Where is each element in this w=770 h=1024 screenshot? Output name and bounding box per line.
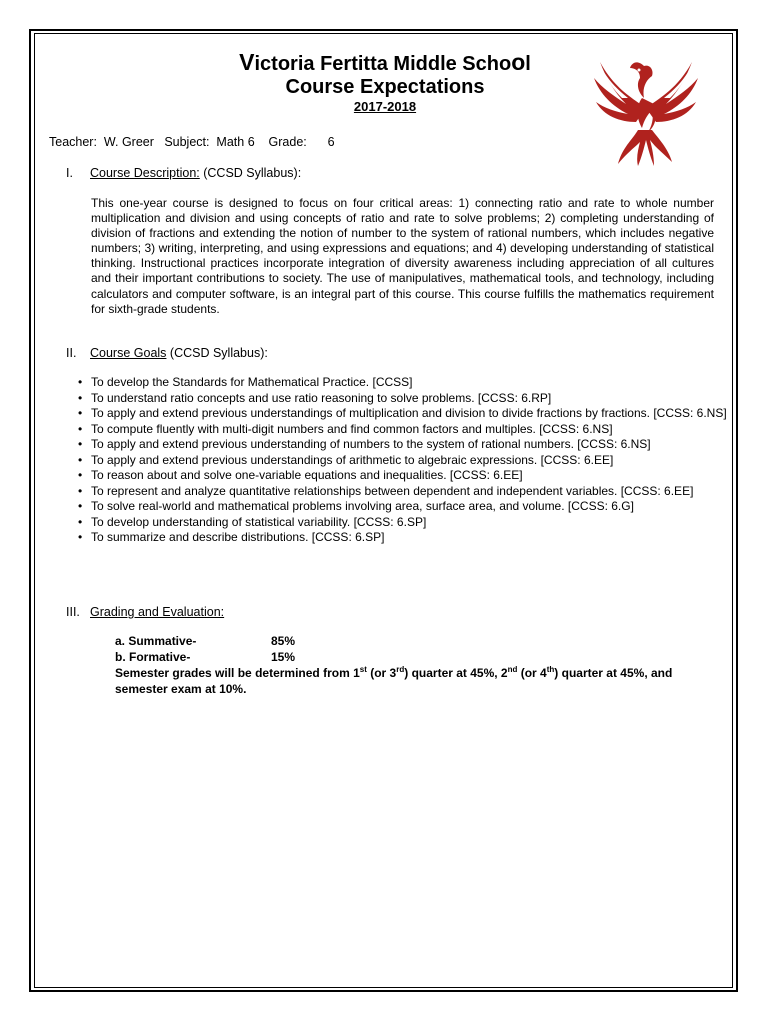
list-item: • To solve real-world and mathematical problems involving area, surface area, and volume. [CCSS: 6.G] — [78, 499, 728, 515]
phoenix-icon — [592, 48, 700, 166]
list-item: • To apply and extend previous understandings of multiplication and division to divide fractions by fractions. [CCSS: 6.NS] — [78, 406, 728, 422]
section-course-goals-heading: II. Course Goals (CCSD Syllabus): — [66, 346, 268, 360]
list-item: • To summarize and describe distributions. [CCSS: 6.SP] — [78, 530, 728, 546]
list-item: • To reason about and solve one-variable equations and inequalities. [CCSS: 6.EE] — [78, 468, 728, 484]
school-year: 2017-2018 — [353, 99, 417, 114]
list-item: • To apply and extend previous understanding of numbers to the system of rational numbers. [CCSS: 6.NS] — [78, 437, 728, 453]
grading-row-formative: b. Formative- 15% — [115, 650, 296, 664]
list-item: • To apply and extend previous understandings of arithmetic to algebraic expressions. [CCSS: 6.EE] — [78, 453, 728, 469]
list-item: • To develop understanding of statistical variability. [CCSS: 6.SP] — [78, 515, 728, 531]
course-description-text: This one-year course is designed to focus on four critical areas: 1) connecting ratio and rate to whole number multiplication and division and using concepts of ratio and rate to solve problems; 2) completing understanding of division of fractions and extending the notion of number to the system of rational numbers, which includes negative numbers; 3) writing, interpreting, and using expressions and equations; and 4) developing understanding of statistical thinking. Instructional practices incorporate integration of diversity awareness including appreciation of all cultures and their important contributions to society. The use of manipulatives, mathematical tools, and technology, including calculators and computer software, is an integral part of this course. This course fulfills the mathematics requirement for sixth-grade students. — [91, 196, 714, 316]
semester-grade-note: Semester grades will be determined from 1st (or 3rd) quarter at 45%, 2nd (or 4th) quarter at 45%, and semester exam at 10%. — [115, 665, 673, 696]
course-goals-list — [78, 375, 728, 546]
section-course-description-heading: I. Course Description: (CCSD Syllabus): — [66, 166, 302, 180]
grading-row-summative: a. Summative- 85% — [115, 634, 296, 648]
list-item: • To compute fluently with multi-digit numbers and find common factors and multiples. [CCSS: 6.NS] — [78, 422, 728, 438]
teacher-info: Teacher: W. Greer Subject: Math 6 Grade: 6 — [49, 135, 335, 149]
list-item: • To understand ratio concepts and use ratio reasoning to solve problems. [CCSS: 6.RP] — [78, 391, 728, 407]
section-grading-heading: III. Grading and Evaluation: — [66, 605, 225, 619]
school-name: Victoria Fertitta Middle School — [239, 49, 531, 75]
list-item: • To represent and analyze quantitative relationships between dependent and independent variables. [CCSS: 6.EE] — [78, 484, 728, 500]
grading-details — [115, 633, 725, 697]
list-item: • To develop the Standards for Mathematical Practice. [CCSS] — [78, 375, 728, 391]
page-title: Course Expectations — [285, 76, 485, 98]
